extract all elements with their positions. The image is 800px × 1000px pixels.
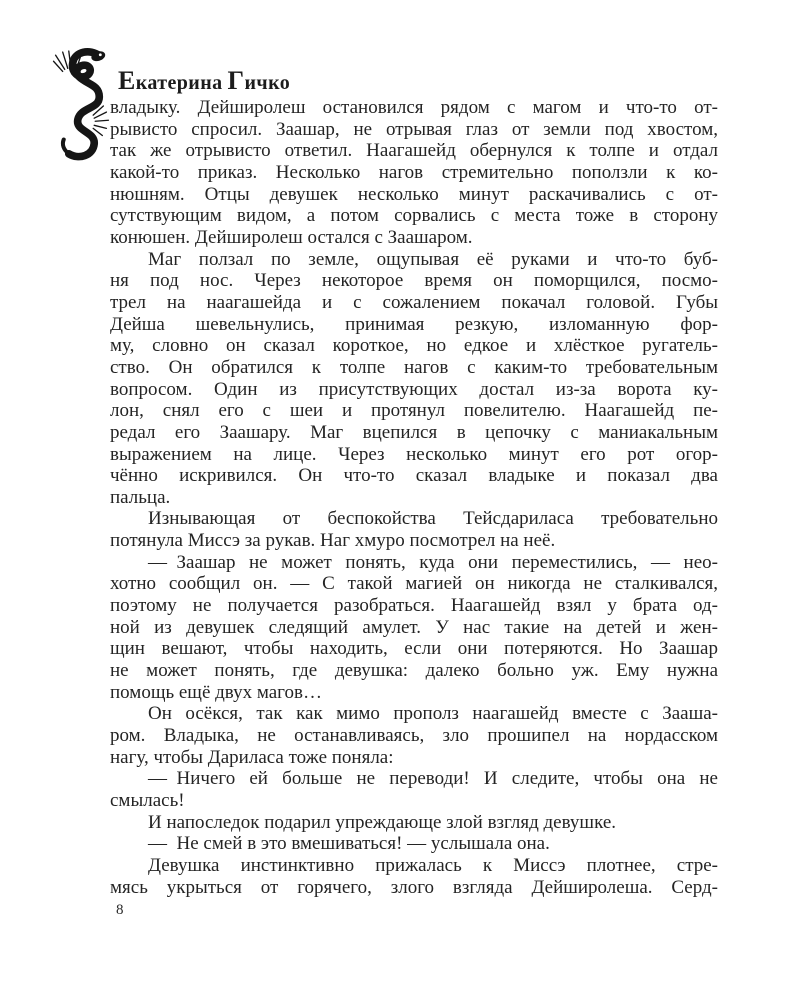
author-name xyxy=(118,66,290,96)
snake-tail xyxy=(63,140,69,154)
text-line: И напоследок подарил упреждающе злой взгляд девушке. xyxy=(148,811,617,833)
text-line: Он осёкся, так как мимо прополз наагашейд вместе с Зааша- xyxy=(148,703,718,725)
text-line: Изнывающая от беспокойства Тейсдариласа требовательно xyxy=(148,508,718,530)
page-number: 8 xyxy=(116,902,124,918)
text-line: пальца. xyxy=(110,486,171,508)
text-line: конюшен. Дейширолеш остался с Заашаром. xyxy=(110,226,473,248)
text-line: владыку. Дейширолеш остановился рядом с магом и что-то от- xyxy=(110,97,718,118)
text-line: ром. Владыка, не останавливаясь, зло прошипел на нордасском xyxy=(110,725,718,747)
author-first-name: Екатерина xyxy=(118,66,223,95)
text-line: какой-то приказ. Несколько нагов стремительно поползли к ко- xyxy=(110,161,718,183)
text-line: Девушка инстинктивно прижалась к Миссэ плотнее, стре- xyxy=(148,854,718,876)
text-line: лон, снял его с шеи и протянул повелителю. Наагашейд пе- xyxy=(110,400,718,422)
text-line: рывисто спросил. Заашар, не отрывая глаз от земли под хвостом, xyxy=(110,118,718,140)
text-line: не может понять, где девушка: далеко больно уж. Ему нужна xyxy=(110,660,718,682)
text-line: — Заашар не может понять, куда они переместились, — нео- xyxy=(148,551,718,573)
text-line: выражением на лице. Через несколько минут его рот огор- xyxy=(110,443,718,465)
snake-eye xyxy=(99,53,102,56)
text-line: поэтому не получается разобраться. Наагашейд взял у брата од- xyxy=(110,595,718,617)
text-line: Дейша шевельнулись, принимая резкую, изломанную фор- xyxy=(110,313,718,335)
text-line: щин вешают, чтобы находить, если они потеряются. Но Заашар xyxy=(110,638,718,660)
text-line: потянула Миссэ за рукав. Наг хмуро посмотрел на неё. xyxy=(110,530,556,552)
text-line: трел на наагашейда и с сожалением покачал головой. Губы xyxy=(110,291,718,313)
text-line: ня под нос. Через некоторое время он поморщился, посмо- xyxy=(110,270,718,292)
text-line: Маг ползал по земле, ощупывая её руками и что-то буб- xyxy=(148,248,718,270)
text-line: вопросом. Один из присутствующих достал из-за ворота ку- xyxy=(110,378,718,400)
tuft-mid-right xyxy=(93,106,108,135)
text-line: — Не смей в это вмешиваться! — услышала она. xyxy=(148,833,550,855)
text-line: так же отрывисто ответил. Наагашейд обернулся к толпе и отдал xyxy=(110,140,718,162)
text-line: чённо искривился. Он что-то сказал владыке и показал два xyxy=(110,465,718,487)
text-line: нагу, чтобы Дариласа тоже поняла: xyxy=(110,746,394,768)
text-line: редал его Заашару. Маг вцепился в цепочку с маниакальным xyxy=(110,421,718,443)
text-line: му, словно он сказал короткое, но едкое и хлёсткое ругатель- xyxy=(110,335,718,357)
snake-body xyxy=(69,52,101,157)
text-line: — Ничего ей больше не переводи! И следите, чтобы она не xyxy=(148,768,718,790)
text-line: хотно сообщил он. — С такой магией он никогда не сталкивался, xyxy=(110,573,718,595)
text-line: мясь укрыться от горячего, злого взгляда Дейширолеша. Серд- xyxy=(110,876,718,898)
body-text xyxy=(110,97,718,898)
snake-ornament-icon xyxy=(50,46,114,166)
text-line: нюшням. Отцы девушек несколько минут раскачивались с от- xyxy=(110,183,718,205)
text-line: ство. Он обратился к толпе нагов с каким-то требовательным xyxy=(110,356,718,378)
text-line: смылась! xyxy=(110,790,185,811)
text-line: сутствующим видом, а потом сорвались с места тоже в сторону xyxy=(110,205,718,227)
author-last-name: Гичко xyxy=(227,66,291,95)
text-line: ной из девушек следящий амулет. У нас такие на детей и жен- xyxy=(110,616,718,638)
text-line: помощь ещё двух магов… xyxy=(110,681,322,703)
